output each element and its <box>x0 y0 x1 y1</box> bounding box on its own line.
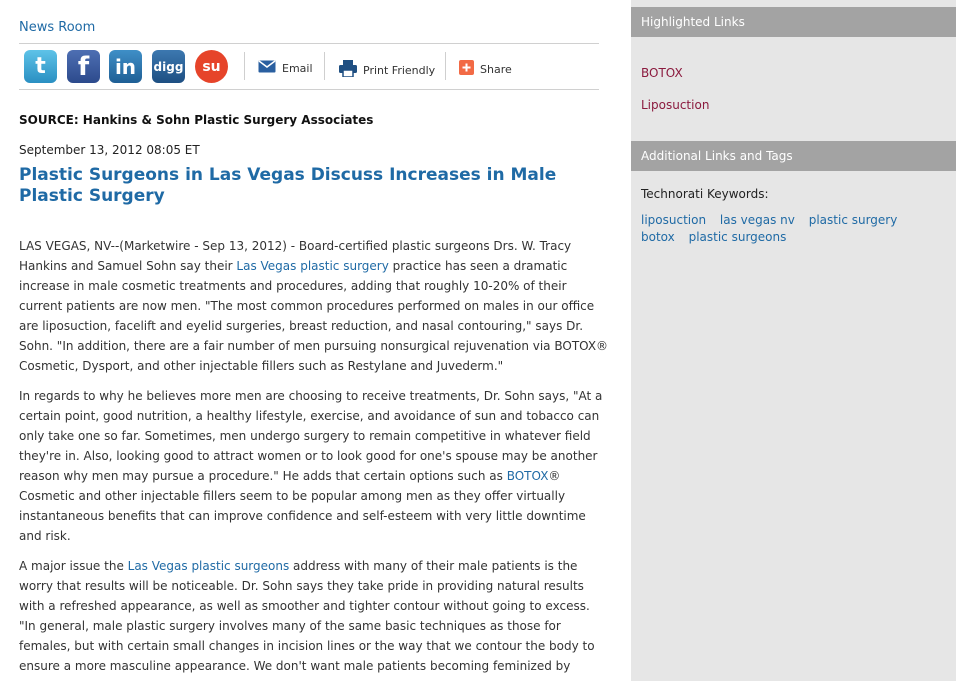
print-friendly-label: Print Friendly <box>363 63 436 77</box>
las-vegas-plastic-surgeons-link[interactable]: Las Vegas plastic surgeons <box>127 559 290 573</box>
paragraph: LAS VEGAS, NV--(Marketwire - Sep 13, 2012) - Board-certified plastic surgeons Drs. W. Tracy Hankins and Samuel Sohn say their Las Vegas plastic surgery practice has seen a dramatic increase in male cosmetic treatments and procedures, adding that roughly 10-20% of their current patients are now men. "The most common procedures performed on males in our office are liposuction, facelift and eyelid surgeries, breast reduction, and nasal contouring," says Dr. Sohn. "In addition, there are a fair number of men pursuing nonsurgical rejuvenation via BOTOX® Cosmetic, Dysport, and other injectable fillers such as Restylane and Juvederm." <box>19 239 609 373</box>
highlighted-links-header: Highlighted Links <box>631 7 956 37</box>
article-body <box>19 236 609 681</box>
email-button[interactable] <box>258 60 313 76</box>
botox-link[interactable]: BOTOX <box>506 469 549 483</box>
divider <box>445 52 446 80</box>
additional-links-header: Additional Links and Tags <box>631 141 956 171</box>
twitter-icon[interactable]: t <box>24 50 57 83</box>
stumbleupon-icon[interactable]: su <box>195 50 228 83</box>
email-label: Email <box>282 61 313 75</box>
tag-link[interactable]: botox <box>641 230 675 244</box>
divider <box>324 52 325 80</box>
article-date: September 13, 2012 08:05 ET <box>19 143 200 157</box>
news-room-link[interactable]: News Room <box>19 20 96 35</box>
paragraph: In regards to why he believes more men are choosing to receive treatments, Dr. Sohn says, "At a certain point, good nutrition, a healthy lifestyle, exercise, and avoidance of sun and tobacco can only take one so far. Sometimes, men undergo surgery to remain competitive in whatever field they're in. Also, looking good to attract women or to look good for one's spouse may be another reason why men may pursue a procedure." He adds that certain options such as BOTOX® Cosmetic and other injectable fillers seem to be popular among men as they offer virtually instantaneous benefits that can improve confidence and self-esteem with very little downtime and risk. <box>19 389 603 543</box>
plus-icon <box>459 60 474 78</box>
tag-link[interactable]: liposuction <box>641 213 707 227</box>
las-vegas-plastic-surgery-link[interactable]: Las Vegas plastic surgery <box>236 259 389 273</box>
print-friendly-button[interactable] <box>339 60 435 80</box>
divider <box>19 89 599 90</box>
divider <box>244 52 245 80</box>
tag-link[interactable]: las vegas nv <box>719 213 795 227</box>
share-button[interactable] <box>459 60 512 78</box>
envelope-icon <box>258 60 276 76</box>
facebook-icon[interactable]: f <box>67 50 100 83</box>
tag-link[interactable]: plastic surgery <box>808 213 898 227</box>
share-label: Share <box>480 62 512 76</box>
divider <box>19 43 599 44</box>
sidebar <box>631 0 956 681</box>
article-source: SOURCE: Hankins & Sohn Plastic Surgery Associates <box>19 113 374 127</box>
tag-list <box>641 212 931 246</box>
technorati-label: Technorati Keywords: <box>641 187 769 201</box>
article-headline: Plastic Surgeons in Las Vegas Discuss Increases in Male Plastic Surgery <box>19 165 557 206</box>
tag-link[interactable]: plastic surgeons <box>688 230 787 244</box>
digg-icon[interactable]: digg <box>152 50 185 83</box>
printer-icon <box>339 60 357 80</box>
sidebar-link-botox[interactable]: BOTOX <box>641 66 683 80</box>
sidebar-link-liposuction[interactable]: Liposuction <box>641 98 710 112</box>
paragraph: A major issue the Las Vegas plastic surgeons address with many of their male patients is the worry that results will be noticeable. Dr. Sohn says they take pride in providing natural results with a refreshed appearance, as well as smoother and tighter contour without going to excess. "In general, male plastic surgery involves many of the same basic techniques as those for females, but with certain small changes in incision lines or the way that we contour the body to ensure a more masculine appearance. We don't want male patients becoming feminized by <box>19 559 595 673</box>
linkedin-icon[interactable]: in <box>109 50 142 83</box>
